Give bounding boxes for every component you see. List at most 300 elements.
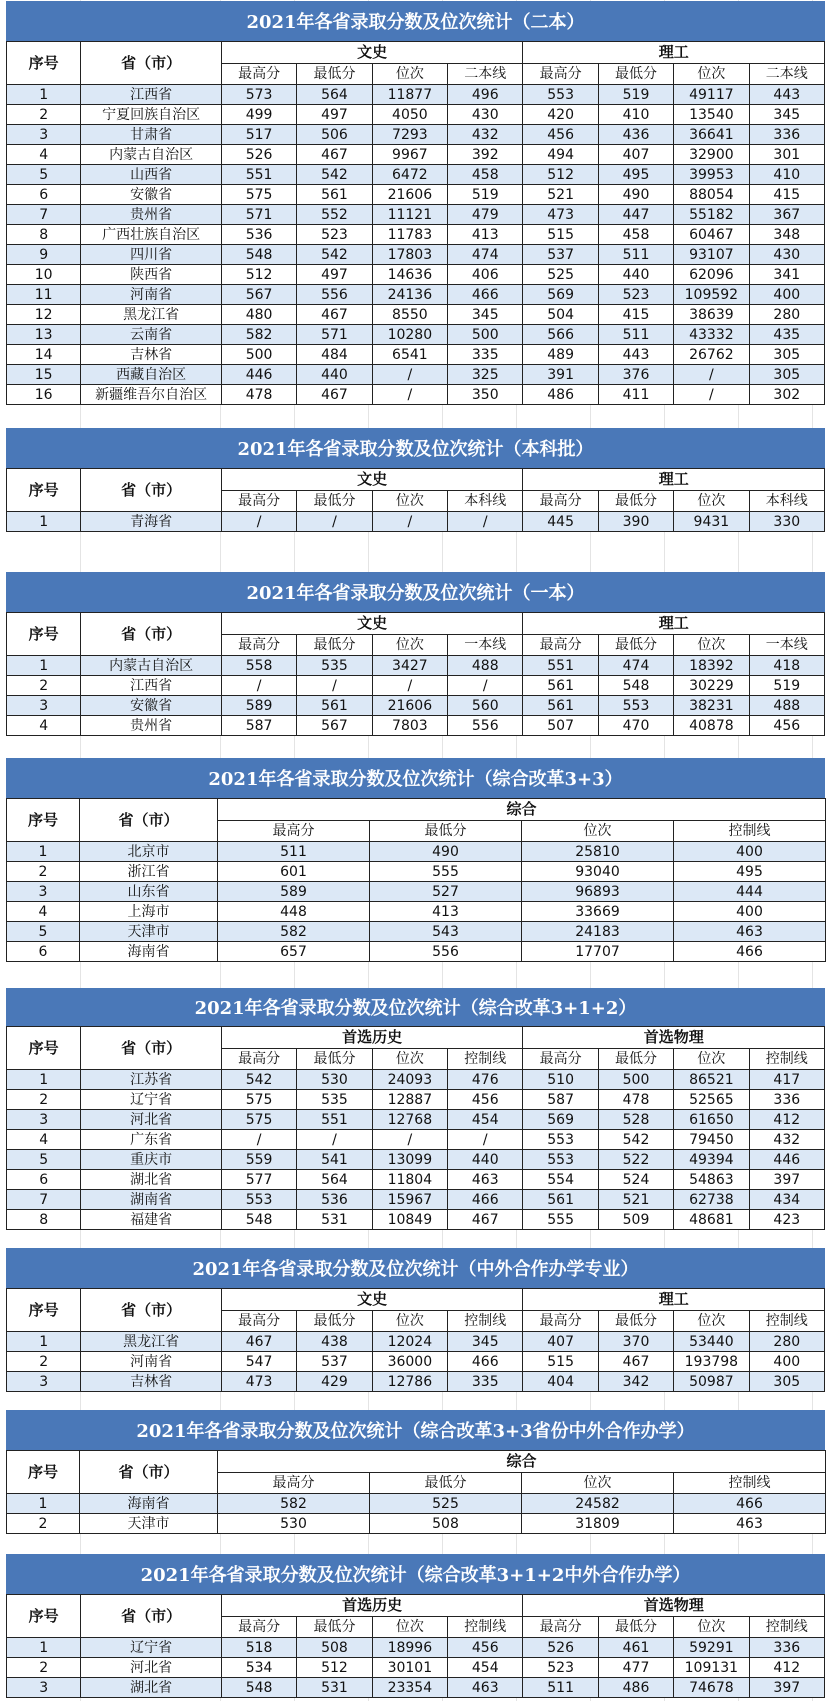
section-title: 2021年各省录取分数及位次统计（综合改革3+1+2中外合作办学） <box>6 1554 825 1594</box>
table-row <box>7 105 825 125</box>
row-value: 454 <box>448 1658 523 1678</box>
row-province: 西藏自治区 <box>81 365 222 385</box>
subheader: 二本线 <box>448 64 523 85</box>
table-row <box>7 1150 825 1170</box>
row-province: 河南省 <box>81 1352 222 1372</box>
row-province: 吉林省 <box>81 345 222 365</box>
subheader: 最低分 <box>297 1049 372 1070</box>
row-province: 内蒙古自治区 <box>81 145 222 165</box>
row-value: 601 <box>218 862 370 882</box>
row-value: 336 <box>749 125 824 145</box>
row-value: 528 <box>598 1110 673 1130</box>
subheader: 控制线 <box>448 1311 523 1332</box>
row-value: 476 <box>448 1070 523 1090</box>
row-value: / <box>297 512 372 532</box>
row-value: 109592 <box>674 285 749 305</box>
row-value: 561 <box>523 1190 598 1210</box>
subheader: 最高分 <box>523 1617 598 1638</box>
subheader: 位次 <box>372 1049 447 1070</box>
table-row <box>7 1332 825 1352</box>
row-value: 458 <box>448 165 523 185</box>
row-value: 30101 <box>372 1658 447 1678</box>
row-value: 519 <box>448 185 523 205</box>
row-value: 8550 <box>372 305 447 325</box>
row-seq: 5 <box>7 1150 81 1170</box>
row-value: 412 <box>749 1658 824 1678</box>
row-value: 479 <box>448 205 523 225</box>
row-value: 400 <box>749 285 824 305</box>
subheader: 最高分 <box>523 635 598 656</box>
subheader: 位次 <box>372 1617 447 1638</box>
row-value: / <box>674 385 749 405</box>
row-value: 582 <box>218 1494 370 1514</box>
row-value: 440 <box>598 265 673 285</box>
header-province: 省（市） <box>81 1289 222 1332</box>
header-seq: 序号 <box>7 42 81 85</box>
row-value: 509 <box>598 1210 673 1230</box>
row-value: 467 <box>297 385 372 405</box>
row-value: 494 <box>523 145 598 165</box>
row-seq: 1 <box>7 842 80 862</box>
row-province: 陕西省 <box>81 265 222 285</box>
row-value: 342 <box>598 1372 673 1392</box>
row-province: 宁夏回族自治区 <box>81 105 222 125</box>
row-value: 567 <box>221 285 296 305</box>
row-value: 445 <box>523 512 598 532</box>
row-value: 400 <box>749 1352 824 1372</box>
table-row <box>7 882 826 902</box>
row-value: 489 <box>523 345 598 365</box>
row-value: 39953 <box>674 165 749 185</box>
row-value: 477 <box>598 1658 673 1678</box>
row-value: 577 <box>221 1170 296 1190</box>
row-province: 湖北省 <box>81 1678 222 1698</box>
row-value: 552 <box>297 205 372 225</box>
subheader: 位次 <box>372 1311 447 1332</box>
row-value: 74678 <box>674 1678 749 1698</box>
subheader: 最低分 <box>598 635 673 656</box>
score-table <box>6 798 826 962</box>
row-value: 11783 <box>372 225 447 245</box>
row-seq: 15 <box>7 365 81 385</box>
row-seq: 1 <box>7 656 81 676</box>
subheader: 最低分 <box>598 1049 673 1070</box>
row-province: 山东省 <box>80 882 218 902</box>
row-value: 551 <box>297 1110 372 1130</box>
row-value: 535 <box>297 1090 372 1110</box>
row-value: 566 <box>523 325 598 345</box>
table-row <box>7 125 825 145</box>
row-value: 18996 <box>372 1638 447 1658</box>
row-value: 542 <box>297 165 372 185</box>
row-value: 341 <box>749 265 824 285</box>
row-value: 523 <box>523 1658 598 1678</box>
table-row <box>7 656 825 676</box>
table-row <box>7 1110 825 1130</box>
row-value: 556 <box>448 716 523 736</box>
row-value: 555 <box>523 1210 598 1230</box>
table-row <box>7 185 825 205</box>
row-value: 564 <box>297 1170 372 1190</box>
row-value: 21606 <box>372 185 447 205</box>
row-value: 25810 <box>522 842 674 862</box>
row-value: 55182 <box>674 205 749 225</box>
row-value: / <box>372 365 447 385</box>
row-value: 88054 <box>674 185 749 205</box>
row-value: 436 <box>598 125 673 145</box>
row-value: 12768 <box>372 1110 447 1130</box>
row-province: 广东省 <box>81 1130 222 1150</box>
row-value: 4050 <box>372 105 447 125</box>
row-value: 93040 <box>522 862 674 882</box>
header-group: 文史 <box>221 613 523 635</box>
row-value: 526 <box>523 1638 598 1658</box>
row-value: / <box>297 1130 372 1150</box>
header-province: 省（市） <box>80 799 218 842</box>
row-value: 443 <box>749 85 824 105</box>
section-title: 2021年各省录取分数及位次统计（二本） <box>6 1 825 41</box>
header-group: 文史 <box>221 42 523 64</box>
subheader: 最高分 <box>221 491 296 512</box>
row-value: 486 <box>598 1678 673 1698</box>
row-value: 435 <box>749 325 824 345</box>
row-seq: 10 <box>7 265 81 285</box>
row-value: 49394 <box>674 1150 749 1170</box>
subheader: 控制线 <box>749 1311 824 1332</box>
section-title: 2021年各省录取分数及位次统计（综合改革3+1+2） <box>6 988 825 1026</box>
row-seq: 2 <box>7 1090 81 1110</box>
row-seq: 3 <box>7 696 81 716</box>
header-province: 省（市） <box>81 613 222 656</box>
row-value: 305 <box>749 365 824 385</box>
header-seq: 序号 <box>7 469 81 512</box>
table-row <box>7 165 825 185</box>
row-value: 429 <box>297 1372 372 1392</box>
row-value: 561 <box>297 696 372 716</box>
header-group: 文史 <box>221 1289 523 1311</box>
header-province: 省（市） <box>81 1595 222 1638</box>
subheader: 最高分 <box>221 635 296 656</box>
row-value: 555 <box>370 862 522 882</box>
table-row <box>7 1638 825 1658</box>
row-value: 17803 <box>372 245 447 265</box>
row-province: 安徽省 <box>81 696 222 716</box>
row-value: 109131 <box>674 1658 749 1678</box>
row-value: 301 <box>749 145 824 165</box>
row-value: 24093 <box>372 1070 447 1090</box>
row-value: 456 <box>448 1638 523 1658</box>
subheader: 位次 <box>674 1049 749 1070</box>
row-seq: 3 <box>7 882 80 902</box>
row-value: 330 <box>749 512 824 532</box>
row-value: 473 <box>523 205 598 225</box>
row-value: 10280 <box>372 325 447 345</box>
header-seq: 序号 <box>7 1451 80 1494</box>
row-value: 432 <box>749 1130 824 1150</box>
row-value: 504 <box>523 305 598 325</box>
row-value: 24136 <box>372 285 447 305</box>
row-value: 508 <box>370 1514 522 1534</box>
row-value: 406 <box>448 265 523 285</box>
row-seq: 1 <box>7 1638 81 1658</box>
section-title: 2021年各省录取分数及位次统计（综合改革3+3省份中外合作办学） <box>6 1410 825 1450</box>
row-value: 350 <box>448 385 523 405</box>
table-row <box>7 205 825 225</box>
row-value: 500 <box>221 345 296 365</box>
row-value: 542 <box>598 1130 673 1150</box>
row-value: 407 <box>523 1332 598 1352</box>
row-province: 黑龙江省 <box>81 1332 222 1352</box>
header-group: 首选物理 <box>523 1027 825 1049</box>
subheader: 最低分 <box>297 491 372 512</box>
row-value: 463 <box>448 1678 523 1698</box>
row-value: 553 <box>523 85 598 105</box>
subheader: 最低分 <box>297 635 372 656</box>
row-value: 564 <box>297 85 372 105</box>
row-seq: 1 <box>7 512 81 532</box>
row-seq: 9 <box>7 245 81 265</box>
subheader: 位次 <box>522 821 674 842</box>
row-value: 512 <box>523 165 598 185</box>
row-value: 336 <box>749 1638 824 1658</box>
subheader: 控制线 <box>674 1473 826 1494</box>
row-value: 31809 <box>522 1514 674 1534</box>
row-value: 33669 <box>522 902 674 922</box>
row-value: / <box>372 512 447 532</box>
row-value: 530 <box>297 1070 372 1090</box>
row-value: 556 <box>297 285 372 305</box>
row-value: 390 <box>598 512 673 532</box>
row-value: 415 <box>598 305 673 325</box>
row-value: 569 <box>523 1110 598 1130</box>
row-value: 560 <box>448 696 523 716</box>
row-value: 521 <box>598 1190 673 1210</box>
row-value: 478 <box>221 385 296 405</box>
row-value: / <box>221 676 296 696</box>
row-value: 495 <box>598 165 673 185</box>
table-row <box>7 1372 825 1392</box>
row-value: 38231 <box>674 696 749 716</box>
row-value: 54863 <box>674 1170 749 1190</box>
subheader: 最低分 <box>598 491 673 512</box>
row-value: 335 <box>448 345 523 365</box>
row-value: 432 <box>448 125 523 145</box>
row-seq: 4 <box>7 145 81 165</box>
score-table <box>6 468 825 532</box>
subheader: 最低分 <box>598 64 673 85</box>
row-value: 13540 <box>674 105 749 125</box>
row-seq: 7 <box>7 205 81 225</box>
row-value: 456 <box>448 1090 523 1110</box>
row-value: 561 <box>297 185 372 205</box>
row-province: 贵州省 <box>81 716 222 736</box>
row-value: 530 <box>218 1514 370 1534</box>
subheader: 二本线 <box>749 64 824 85</box>
row-value: 443 <box>598 345 673 365</box>
row-seq: 6 <box>7 185 81 205</box>
row-value: 458 <box>598 225 673 245</box>
row-value: 587 <box>523 1090 598 1110</box>
row-value: 430 <box>749 245 824 265</box>
row-value: 553 <box>523 1130 598 1150</box>
subheader: 最低分 <box>297 1617 372 1638</box>
table-row <box>7 265 825 285</box>
header-province: 省（市） <box>81 1027 222 1070</box>
row-value: 336 <box>749 1090 824 1110</box>
row-value: 575 <box>221 1090 296 1110</box>
subheader: 位次 <box>674 64 749 85</box>
row-value: 400 <box>674 902 826 922</box>
row-value: 547 <box>221 1352 296 1372</box>
row-value: 38639 <box>674 305 749 325</box>
subheader: 最高分 <box>523 1049 598 1070</box>
row-value: 400 <box>674 842 826 862</box>
subheader: 最高分 <box>523 1311 598 1332</box>
row-value: 535 <box>297 656 372 676</box>
row-province: 山西省 <box>81 165 222 185</box>
row-value: 79450 <box>674 1130 749 1150</box>
row-province: 辽宁省 <box>81 1090 222 1110</box>
row-value: 456 <box>749 716 824 736</box>
header-seq: 序号 <box>7 799 80 842</box>
row-value: 525 <box>370 1494 522 1514</box>
row-value: 500 <box>598 1070 673 1090</box>
table-row <box>7 922 826 942</box>
row-province: 贵州省 <box>81 205 222 225</box>
row-value: 508 <box>297 1638 372 1658</box>
row-value: 488 <box>749 696 824 716</box>
header-group: 理工 <box>523 42 825 64</box>
row-value: 430 <box>448 105 523 125</box>
row-value: 410 <box>749 165 824 185</box>
row-value: 561 <box>523 696 598 716</box>
table-row <box>7 676 825 696</box>
row-value: 551 <box>221 165 296 185</box>
row-value: 587 <box>221 716 296 736</box>
row-seq: 13 <box>7 325 81 345</box>
row-value: 7293 <box>372 125 447 145</box>
row-value: 467 <box>221 1332 296 1352</box>
row-value: 444 <box>674 882 826 902</box>
row-value: 36000 <box>372 1352 447 1372</box>
header-group: 理工 <box>523 1289 825 1311</box>
table-row <box>7 1210 825 1230</box>
row-value: 554 <box>523 1170 598 1190</box>
row-seq: 1 <box>7 1070 81 1090</box>
row-province: 河南省 <box>81 285 222 305</box>
row-value: / <box>221 512 296 532</box>
row-value: 466 <box>448 1352 523 1372</box>
subheader: 最高分 <box>523 64 598 85</box>
row-value: / <box>448 676 523 696</box>
row-value: 490 <box>598 185 673 205</box>
row-value: 556 <box>370 942 522 962</box>
table-row <box>7 512 825 532</box>
row-value: / <box>297 676 372 696</box>
row-province: 河北省 <box>81 1658 222 1678</box>
row-province: 黑龙江省 <box>81 305 222 325</box>
row-value: 515 <box>523 1352 598 1372</box>
table-row <box>7 1130 825 1150</box>
row-value: 506 <box>297 125 372 145</box>
row-value: 467 <box>297 305 372 325</box>
row-value: 499 <box>221 105 296 125</box>
row-seq: 1 <box>7 85 81 105</box>
row-value: 411 <box>598 385 673 405</box>
row-value: 480 <box>221 305 296 325</box>
row-province: 安徽省 <box>81 185 222 205</box>
row-value: 412 <box>749 1110 824 1130</box>
row-seq: 5 <box>7 165 81 185</box>
row-value: 86521 <box>674 1070 749 1090</box>
row-value: 467 <box>448 1210 523 1230</box>
row-value: 541 <box>297 1150 372 1170</box>
row-value: 305 <box>749 345 824 365</box>
section-title: 2021年各省录取分数及位次统计（综合改革3+3） <box>6 758 825 798</box>
row-value: 582 <box>221 325 296 345</box>
score-table <box>6 41 825 405</box>
row-value: 571 <box>221 205 296 225</box>
header-group: 理工 <box>523 613 825 635</box>
row-value: 32900 <box>674 145 749 165</box>
row-value: 12024 <box>372 1332 447 1352</box>
row-seq: 2 <box>7 1352 81 1372</box>
row-value: 61650 <box>674 1110 749 1130</box>
table-row <box>7 1352 825 1372</box>
header-group: 综合 <box>218 799 826 821</box>
row-value: 440 <box>448 1150 523 1170</box>
subheader: 位次 <box>522 1473 674 1494</box>
row-value: 43332 <box>674 325 749 345</box>
subheader: 位次 <box>372 635 447 656</box>
row-value: 53440 <box>674 1332 749 1352</box>
table-row <box>7 942 826 962</box>
row-value: 559 <box>221 1150 296 1170</box>
row-value: 60467 <box>674 225 749 245</box>
row-value: / <box>448 1130 523 1150</box>
table-row <box>7 145 825 165</box>
row-value: 335 <box>448 1372 523 1392</box>
header-group: 综合 <box>218 1451 826 1473</box>
row-seq: 7 <box>7 1190 81 1210</box>
subheader: 最低分 <box>370 821 522 842</box>
subheader: 最高分 <box>221 1049 296 1070</box>
row-value: 397 <box>749 1170 824 1190</box>
row-value: 345 <box>749 105 824 125</box>
row-value: 582 <box>218 922 370 942</box>
row-value: 415 <box>749 185 824 205</box>
row-province: 湖北省 <box>81 1170 222 1190</box>
row-seq: 2 <box>7 1514 80 1534</box>
row-value: 463 <box>674 1514 826 1534</box>
table-row <box>7 1494 826 1514</box>
header-group: 文史 <box>221 469 523 491</box>
row-seq: 3 <box>7 1110 81 1130</box>
subheader: 最高分 <box>221 1617 296 1638</box>
table-row <box>7 1090 825 1110</box>
header-seq: 序号 <box>7 613 81 656</box>
row-province: 上海市 <box>80 902 218 922</box>
table-row <box>7 305 825 325</box>
row-province: 海南省 <box>80 1494 218 1514</box>
row-seq: 1 <box>7 1332 81 1352</box>
row-value: 302 <box>749 385 824 405</box>
table-row <box>7 325 825 345</box>
subheader: 最高分 <box>218 821 370 842</box>
row-value: 496 <box>448 85 523 105</box>
row-value: 59291 <box>674 1638 749 1658</box>
row-province: 辽宁省 <box>81 1638 222 1658</box>
